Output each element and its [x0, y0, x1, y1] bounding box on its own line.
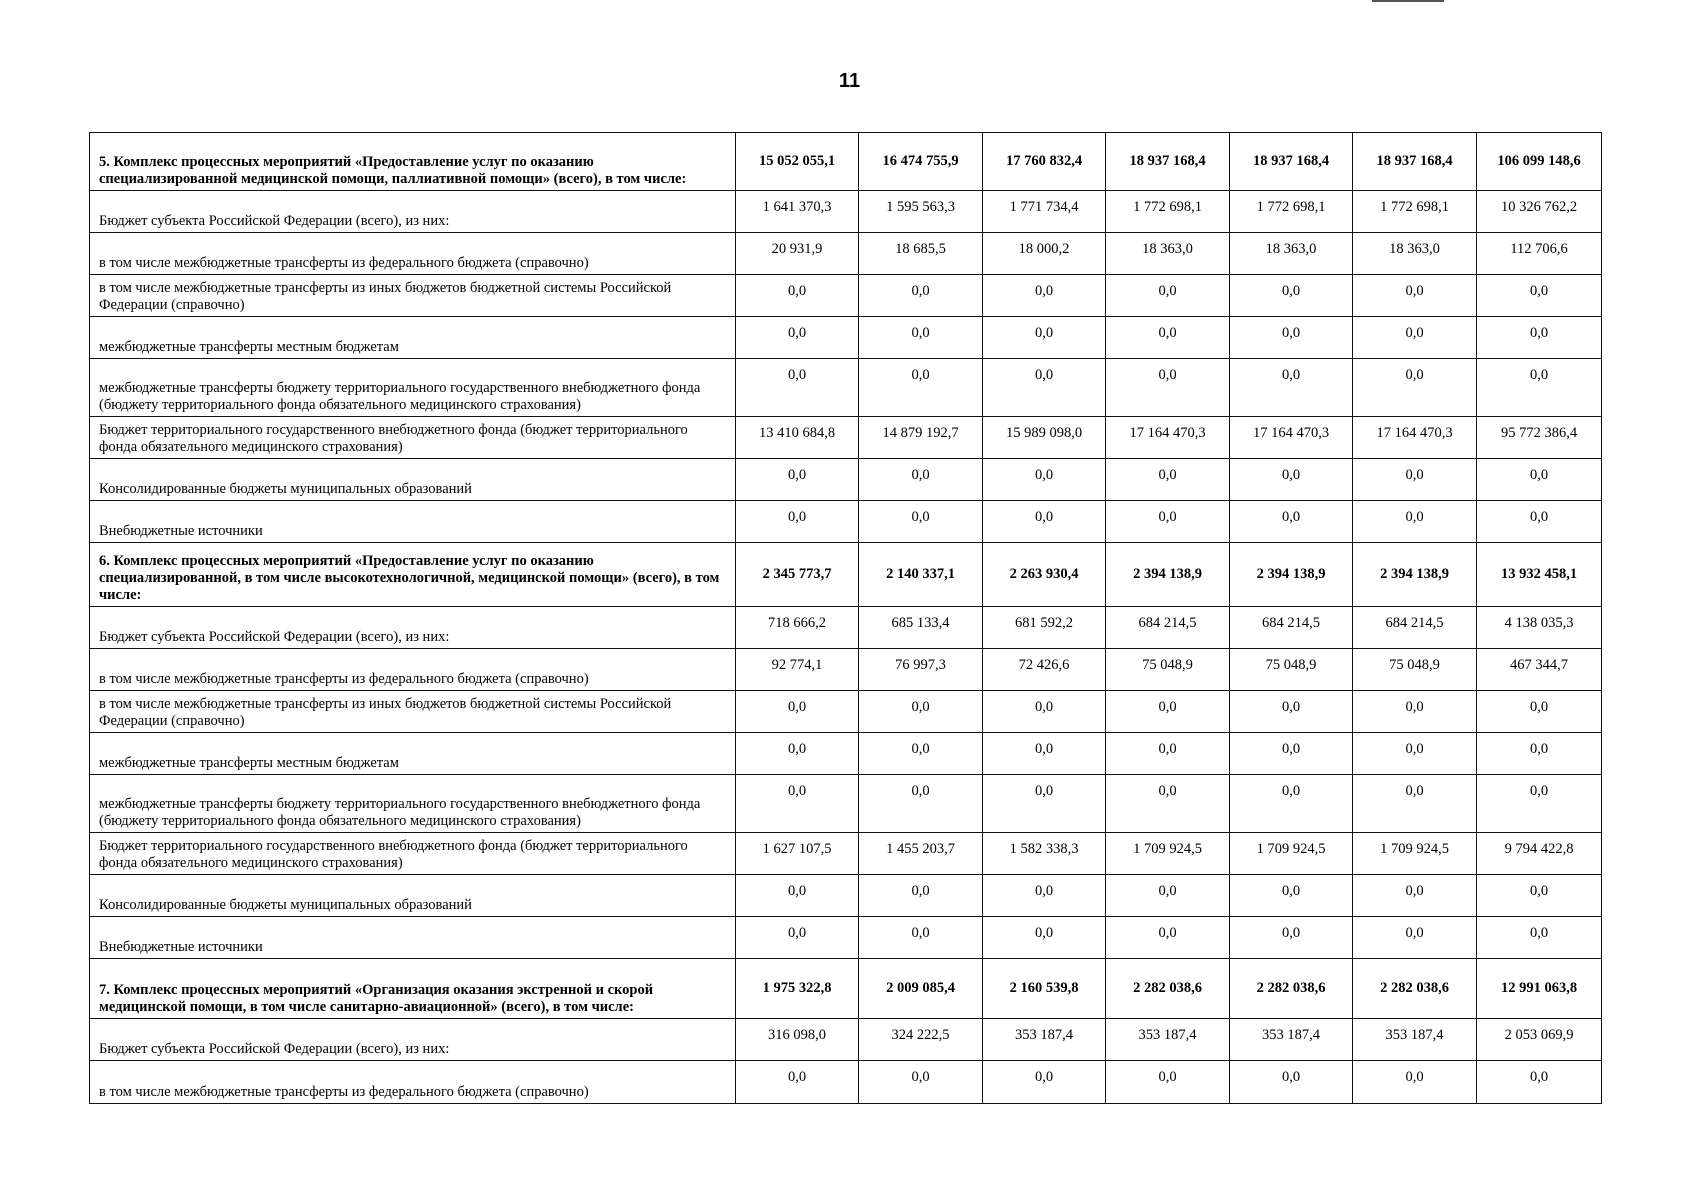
year-value-cell: 0,0 — [736, 875, 859, 917]
year-value-cell: 0,0 — [736, 359, 859, 417]
total-value-cell: 13 932 458,1 — [1477, 543, 1602, 607]
year-value-cell: 0,0 — [1230, 691, 1353, 733]
total-value-cell: 4 138 035,3 — [1477, 607, 1602, 649]
year-value-cell: 18 937 168,4 — [1353, 133, 1477, 191]
year-value-cell: 2 282 038,6 — [1230, 959, 1353, 1019]
year-value-cell: 1 709 924,5 — [1230, 833, 1353, 875]
row-label-cell: межбюджетные трансферты бюджету территориального государственного внебюджетного фонда (бюджету территориального фонда обязательного медицинского страхования) — [90, 359, 736, 417]
section-title-cell: 5. Комплекс процессных мероприятий «Предоставление услуг по оказанию специализированной медицинской помощи, паллиативной помощи» (всего), в том числе: — [90, 133, 736, 191]
year-value-cell: 15 052 055,1 — [736, 133, 859, 191]
year-value-cell: 0,0 — [859, 275, 983, 317]
year-value-cell: 1 772 698,1 — [1353, 191, 1477, 233]
total-value-cell: 0,0 — [1477, 317, 1602, 359]
year-value-cell: 0,0 — [1230, 1061, 1353, 1104]
section-title-cell: 7. Комплекс процессных мероприятий «Организация оказания экстренной и скорой медицинской помощи, в том числе санитарно-авиационной» (всего), в том числе: — [90, 959, 736, 1019]
year-value-cell: 0,0 — [983, 691, 1106, 733]
year-value-cell: 0,0 — [859, 501, 983, 543]
year-value-cell: 0,0 — [1106, 317, 1230, 359]
year-value-cell: 0,0 — [1353, 733, 1477, 775]
year-value-cell: 0,0 — [1353, 459, 1477, 501]
row-label-cell: межбюджетные трансферты бюджету территориального государственного внебюджетного фонда (бюджету территориального фонда обязательного медицинского страхования) — [90, 775, 736, 833]
year-value-cell: 17 164 470,3 — [1353, 417, 1477, 459]
year-value-cell: 18 937 168,4 — [1106, 133, 1230, 191]
year-value-cell: 353 187,4 — [1353, 1019, 1477, 1061]
table-row — [90, 649, 1602, 691]
year-value-cell: 718 666,2 — [736, 607, 859, 649]
year-value-cell: 0,0 — [736, 1061, 859, 1104]
row-label-cell: в том числе межбюджетные трансферты из федерального бюджета (справочно) — [90, 1061, 736, 1104]
total-value-cell: 0,0 — [1477, 917, 1602, 959]
year-value-cell: 18 937 168,4 — [1230, 133, 1353, 191]
year-value-cell: 1 641 370,3 — [736, 191, 859, 233]
total-value-cell: 0,0 — [1477, 459, 1602, 501]
row-label-cell: в том числе межбюджетные трансферты из иных бюджетов бюджетной системы Российской Федерации (справочно) — [90, 691, 736, 733]
total-value-cell: 2 053 069,9 — [1477, 1019, 1602, 1061]
year-value-cell: 75 048,9 — [1353, 649, 1477, 691]
year-value-cell: 0,0 — [1230, 275, 1353, 317]
total-value-cell: 0,0 — [1477, 775, 1602, 833]
year-value-cell: 0,0 — [736, 317, 859, 359]
year-value-cell: 0,0 — [736, 691, 859, 733]
year-value-cell: 0,0 — [1230, 317, 1353, 359]
row-label-cell: межбюджетные трансферты местным бюджетам — [90, 317, 736, 359]
year-value-cell: 0,0 — [1106, 275, 1230, 317]
year-value-cell: 0,0 — [859, 459, 983, 501]
table-row — [90, 275, 1602, 317]
total-value-cell: 112 706,6 — [1477, 233, 1602, 275]
year-value-cell: 0,0 — [1106, 1061, 1230, 1104]
table-row — [90, 317, 1602, 359]
year-value-cell: 2 282 038,6 — [1353, 959, 1477, 1019]
table-row — [90, 691, 1602, 733]
row-label-cell: в том числе межбюджетные трансферты из федерального бюджета (справочно) — [90, 649, 736, 691]
row-label-cell: Бюджет территориального государственного внебюджетного фонда (бюджет территориального фонда обязательного медицинского страхования) — [90, 417, 736, 459]
year-value-cell: 1 627 107,5 — [736, 833, 859, 875]
year-value-cell: 92 774,1 — [736, 649, 859, 691]
year-value-cell: 0,0 — [983, 1061, 1106, 1104]
section-row — [90, 959, 1602, 1019]
table-row — [90, 775, 1602, 833]
year-value-cell: 0,0 — [1353, 275, 1477, 317]
year-value-cell: 2 394 138,9 — [1230, 543, 1353, 607]
year-value-cell: 2 009 085,4 — [859, 959, 983, 1019]
year-value-cell: 0,0 — [859, 317, 983, 359]
section-row — [90, 133, 1602, 191]
row-label-cell: Бюджет субъекта Российской Федерации (всего), из них: — [90, 607, 736, 649]
year-value-cell: 0,0 — [983, 501, 1106, 543]
section-title-cell: 6. Комплекс процессных мероприятий «Предоставление услуг по оказанию специализированной, в том числе высокотехнологичной, медицинской помощи» (всего), в том числе: — [90, 543, 736, 607]
top-edge-line — [1372, 0, 1444, 2]
year-value-cell: 0,0 — [1353, 359, 1477, 417]
total-value-cell: 12 991 063,8 — [1477, 959, 1602, 1019]
table-row — [90, 607, 1602, 649]
year-value-cell: 1 709 924,5 — [1353, 833, 1477, 875]
year-value-cell: 353 187,4 — [983, 1019, 1106, 1061]
year-value-cell: 1 582 338,3 — [983, 833, 1106, 875]
year-value-cell: 0,0 — [1106, 459, 1230, 501]
year-value-cell: 1 595 563,3 — [859, 191, 983, 233]
year-value-cell: 0,0 — [983, 275, 1106, 317]
year-value-cell: 0,0 — [983, 733, 1106, 775]
year-value-cell: 0,0 — [1353, 317, 1477, 359]
year-value-cell: 0,0 — [859, 359, 983, 417]
year-value-cell: 0,0 — [983, 775, 1106, 833]
year-value-cell: 72 426,6 — [983, 649, 1106, 691]
year-value-cell: 353 187,4 — [1230, 1019, 1353, 1061]
year-value-cell: 0,0 — [859, 775, 983, 833]
year-value-cell: 0,0 — [1353, 1061, 1477, 1104]
year-value-cell: 0,0 — [1230, 733, 1353, 775]
budget-table — [89, 132, 1602, 1104]
year-value-cell: 0,0 — [859, 733, 983, 775]
year-value-cell: 15 989 098,0 — [983, 417, 1106, 459]
year-value-cell: 13 410 684,8 — [736, 417, 859, 459]
year-value-cell: 2 282 038,6 — [1106, 959, 1230, 1019]
year-value-cell: 0,0 — [1230, 359, 1353, 417]
year-value-cell: 0,0 — [859, 875, 983, 917]
row-label-cell: в том числе межбюджетные трансферты из иных бюджетов бюджетной системы Российской Федерации (справочно) — [90, 275, 736, 317]
row-label-cell: Бюджет территориального государственного внебюджетного фонда (бюджет территориального фонда обязательного медицинского страхования) — [90, 833, 736, 875]
row-label-cell: Бюджет субъекта Российской Федерации (всего), из них: — [90, 1019, 736, 1061]
table-row — [90, 1019, 1602, 1061]
year-value-cell: 0,0 — [1106, 775, 1230, 833]
year-value-cell: 0,0 — [1353, 917, 1477, 959]
year-value-cell: 0,0 — [983, 359, 1106, 417]
year-value-cell: 2 345 773,7 — [736, 543, 859, 607]
year-value-cell: 20 931,9 — [736, 233, 859, 275]
year-value-cell: 324 222,5 — [859, 1019, 983, 1061]
year-value-cell: 17 164 470,3 — [1106, 417, 1230, 459]
row-label-cell: Внебюджетные источники — [90, 501, 736, 543]
year-value-cell: 0,0 — [1106, 875, 1230, 917]
year-value-cell: 0,0 — [736, 917, 859, 959]
year-value-cell: 75 048,9 — [1230, 649, 1353, 691]
year-value-cell: 0,0 — [1106, 359, 1230, 417]
year-value-cell: 0,0 — [859, 1061, 983, 1104]
year-value-cell: 0,0 — [736, 501, 859, 543]
table-row — [90, 501, 1602, 543]
year-value-cell: 1 772 698,1 — [1106, 191, 1230, 233]
table-row — [90, 733, 1602, 775]
page-number: 11 — [838, 70, 861, 92]
year-value-cell: 0,0 — [736, 775, 859, 833]
row-label-cell: Консолидированные бюджеты муниципальных образований — [90, 875, 736, 917]
total-value-cell: 0,0 — [1477, 875, 1602, 917]
year-value-cell: 18 363,0 — [1230, 233, 1353, 275]
year-value-cell: 0,0 — [1353, 775, 1477, 833]
total-value-cell: 106 099 148,6 — [1477, 133, 1602, 191]
total-value-cell: 10 326 762,2 — [1477, 191, 1602, 233]
year-value-cell: 0,0 — [1106, 733, 1230, 775]
year-value-cell: 1 772 698,1 — [1230, 191, 1353, 233]
year-value-cell: 0,0 — [1106, 691, 1230, 733]
table-row — [90, 917, 1602, 959]
year-value-cell: 16 474 755,9 — [859, 133, 983, 191]
year-value-cell: 1 709 924,5 — [1106, 833, 1230, 875]
table-row — [90, 833, 1602, 875]
year-value-cell: 75 048,9 — [1106, 649, 1230, 691]
table-row — [90, 459, 1602, 501]
total-value-cell: 0,0 — [1477, 1061, 1602, 1104]
year-value-cell: 0,0 — [1353, 501, 1477, 543]
year-value-cell: 0,0 — [983, 917, 1106, 959]
total-value-cell: 9 794 422,8 — [1477, 833, 1602, 875]
year-value-cell: 0,0 — [1106, 501, 1230, 543]
row-label-cell: межбюджетные трансферты местным бюджетам — [90, 733, 736, 775]
year-value-cell: 0,0 — [983, 875, 1106, 917]
year-value-cell: 0,0 — [859, 691, 983, 733]
year-value-cell: 2 394 138,9 — [1106, 543, 1230, 607]
year-value-cell: 17 164 470,3 — [1230, 417, 1353, 459]
year-value-cell: 18 363,0 — [1353, 233, 1477, 275]
year-value-cell: 1 455 203,7 — [859, 833, 983, 875]
row-label-cell: в том числе межбюджетные трансферты из федерального бюджета (справочно) — [90, 233, 736, 275]
year-value-cell: 0,0 — [983, 317, 1106, 359]
year-value-cell: 316 098,0 — [736, 1019, 859, 1061]
total-value-cell: 0,0 — [1477, 359, 1602, 417]
year-value-cell: 0,0 — [736, 459, 859, 501]
year-value-cell: 2 263 930,4 — [983, 543, 1106, 607]
table-row — [90, 417, 1602, 459]
year-value-cell: 2 160 539,8 — [983, 959, 1106, 1019]
total-value-cell: 95 772 386,4 — [1477, 417, 1602, 459]
year-value-cell: 0,0 — [1353, 875, 1477, 917]
year-value-cell: 76 997,3 — [859, 649, 983, 691]
table-row — [90, 1061, 1602, 1104]
total-value-cell: 0,0 — [1477, 691, 1602, 733]
year-value-cell: 0,0 — [1106, 917, 1230, 959]
year-value-cell: 684 214,5 — [1106, 607, 1230, 649]
year-value-cell: 0,0 — [1230, 875, 1353, 917]
year-value-cell: 1 771 734,4 — [983, 191, 1106, 233]
table-row — [90, 359, 1602, 417]
year-value-cell: 2 394 138,9 — [1353, 543, 1477, 607]
year-value-cell: 0,0 — [1353, 691, 1477, 733]
table-row — [90, 875, 1602, 917]
total-value-cell: 0,0 — [1477, 733, 1602, 775]
year-value-cell: 0,0 — [1230, 501, 1353, 543]
year-value-cell: 353 187,4 — [1106, 1019, 1230, 1061]
total-value-cell: 467 344,7 — [1477, 649, 1602, 691]
year-value-cell: 18 363,0 — [1106, 233, 1230, 275]
row-label-cell: Бюджет субъекта Российской Федерации (всего), из них: — [90, 191, 736, 233]
year-value-cell: 684 214,5 — [1230, 607, 1353, 649]
year-value-cell: 0,0 — [1230, 775, 1353, 833]
year-value-cell: 0,0 — [736, 275, 859, 317]
year-value-cell: 681 592,2 — [983, 607, 1106, 649]
table-row — [90, 191, 1602, 233]
row-label-cell: Внебюджетные источники — [90, 917, 736, 959]
total-value-cell: 0,0 — [1477, 501, 1602, 543]
table-row — [90, 233, 1602, 275]
row-label-cell: Консолидированные бюджеты муниципальных образований — [90, 459, 736, 501]
year-value-cell: 2 140 337,1 — [859, 543, 983, 607]
year-value-cell: 18 000,2 — [983, 233, 1106, 275]
year-value-cell: 685 133,4 — [859, 607, 983, 649]
total-value-cell: 0,0 — [1477, 275, 1602, 317]
year-value-cell: 18 685,5 — [859, 233, 983, 275]
year-value-cell: 0,0 — [1230, 459, 1353, 501]
year-value-cell: 684 214,5 — [1353, 607, 1477, 649]
year-value-cell: 1 975 322,8 — [736, 959, 859, 1019]
year-value-cell: 17 760 832,4 — [983, 133, 1106, 191]
year-value-cell: 0,0 — [859, 917, 983, 959]
year-value-cell: 0,0 — [983, 459, 1106, 501]
year-value-cell: 0,0 — [1230, 917, 1353, 959]
year-value-cell: 14 879 192,7 — [859, 417, 983, 459]
section-row — [90, 543, 1602, 607]
year-value-cell: 0,0 — [736, 733, 859, 775]
